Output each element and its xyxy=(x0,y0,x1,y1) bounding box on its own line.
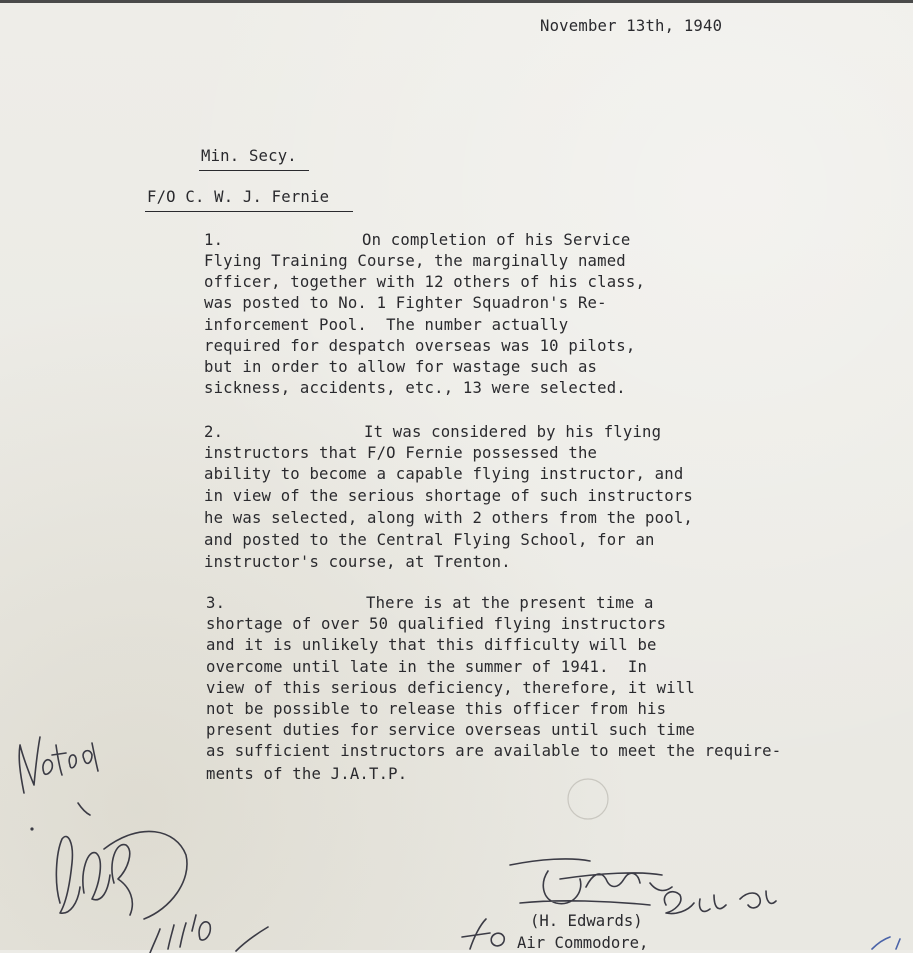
paragraph-line: overcome until late in the summer of 1941. In xyxy=(206,658,648,676)
paragraph-number: 2. xyxy=(204,423,224,441)
paragraph-line: was posted to No. 1 Fighter Squadron's Re- xyxy=(204,294,607,312)
paragraph-line: On completion of his Service xyxy=(362,231,631,249)
paragraph-line: in view of the serious shortage of such instructors xyxy=(204,487,693,505)
paragraph-line: he was selected, along with 2 others from the pool, xyxy=(204,509,693,527)
paragraph-line: as sufficient instructors are available to meet the require- xyxy=(206,742,782,760)
paragraph-line: officer, together with 12 others of his class, xyxy=(204,273,646,291)
paragraph-line: inforcement Pool. The number actually xyxy=(204,316,569,334)
handwritten-date xyxy=(150,915,210,953)
paragraph-line: sickness, accidents, etc., 13 were selected. xyxy=(204,379,626,397)
paragraph-line: instructor's course, at Trenton. xyxy=(204,553,511,571)
letter-date: November 13th, 1940 xyxy=(540,17,723,35)
addressee-underline xyxy=(199,170,309,171)
paragraph-line: and it is unlikely that this difficulty will be xyxy=(206,636,657,654)
margin-stroke xyxy=(236,927,268,951)
paragraph-line: and posted to the Central Flying School, for an xyxy=(204,531,655,549)
paragraph-number: 3. xyxy=(206,594,226,612)
paragraph-number: 1. xyxy=(204,231,224,249)
tick-mark xyxy=(78,803,90,815)
edge-ink-mark xyxy=(872,937,900,949)
sqdn-ldr-annotation xyxy=(664,891,776,914)
paragraph-line: view of this serious deficiency, therefore, it will xyxy=(206,679,695,697)
paragraph-line: required for despatch overseas was 10 pilots, xyxy=(204,337,636,355)
paragraph-line: shortage of over 50 qualified flying instructors xyxy=(206,615,667,633)
subject-underline xyxy=(145,211,353,212)
signatory-name: (H. Edwards) xyxy=(530,912,643,930)
noted-annotation xyxy=(19,737,98,793)
paragraph-line: ments of the J.A.T.P. xyxy=(206,765,408,783)
paragraph-line: but in order to allow for wastage such as xyxy=(204,358,598,376)
paragraph-line: present duties for service overseas until such time xyxy=(206,721,695,739)
faint-circle-mark xyxy=(568,779,608,819)
for-annotation xyxy=(462,919,504,949)
paragraph-line: ability to become a capable flying instructor, and xyxy=(204,465,684,483)
subject-line: F/O C. W. J. Fernie xyxy=(147,188,330,206)
edwards-signature xyxy=(510,859,672,905)
paragraph-line: It was considered by his flying xyxy=(364,423,662,441)
signatory-rank: Air Commodore, xyxy=(517,934,649,952)
paragraph-line: instructors that F/O Fernie possessed the xyxy=(204,444,598,462)
paragraph-line: There is at the present time a xyxy=(366,594,654,612)
addressee: Min. Secy. xyxy=(201,147,297,165)
initials-signature xyxy=(56,831,187,919)
paragraph-line: not be possible to release this officer from his xyxy=(206,700,667,718)
paragraph-line: Flying Training Course, the marginally named xyxy=(204,252,626,270)
ink-dot xyxy=(30,827,33,830)
